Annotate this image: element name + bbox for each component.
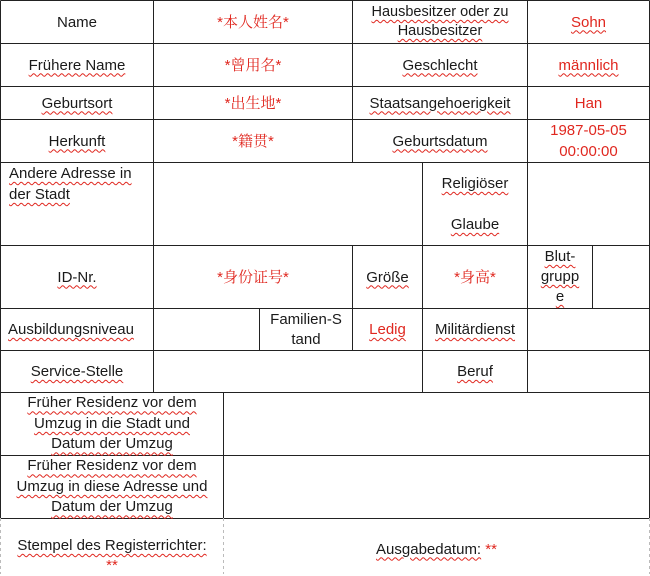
value-geburtsort [154, 87, 352, 119]
label-religioeser-glaube [423, 163, 527, 245]
value-geburtsdatum-date: 1987-05-05 [550, 122, 627, 139]
value-service-stelle [154, 351, 422, 392]
label-familienstand-line2: tand [291, 330, 321, 348]
label-frueher-residenz-stadt-line2: Umzug in die Stadt und [34, 414, 190, 432]
label-geburtsdatum-text: Geburtsdatum [392, 132, 488, 150]
label-frueher-residenz-adresse-line2: Umzug in diese Adresse und [16, 477, 208, 495]
label-fruehere-name [1, 44, 153, 86]
value-geschlecht-text: männlich [558, 56, 619, 74]
value-geburtsdatum [528, 120, 649, 162]
label-id-nr-text: ID-Nr. [57, 268, 97, 286]
label-frueher-residenz-stadt [1, 393, 223, 455]
label-fruehere-name-text: Frühere Name [28, 56, 126, 74]
value-id-nr-text: *身份证号* [217, 268, 289, 286]
value-andere-adresse [154, 163, 422, 245]
value-frueher-residenz-adresse [224, 456, 649, 518]
value-name-text: *本人姓名* [217, 13, 289, 31]
label-andere-adresse-line1: Andere Adresse in [9, 165, 132, 182]
value-militaerdienst [528, 309, 649, 350]
stamp-value: ** [106, 557, 118, 574]
value-religioeser-glaube [528, 163, 649, 245]
label-ausbildungsniveau-text: Ausbildungsniveau [8, 321, 134, 338]
label-geschlecht-text: Geschlecht [402, 56, 478, 74]
value-geburtsdatum-time: 00:00:00 [559, 143, 618, 160]
label-staatsangehoerigkeit [353, 87, 527, 119]
value-hausbesitzer [528, 1, 649, 43]
label-id-nr [1, 246, 153, 308]
label-frueher-residenz-adresse-line1: Früher Residenz vor dem [27, 457, 197, 475]
label-religioeser-line2: Glaube [450, 216, 500, 233]
label-geburtsort [1, 87, 153, 119]
label-groesse [353, 246, 422, 308]
value-groesse-text: *身高* [454, 268, 496, 286]
value-id-nr [154, 246, 352, 308]
value-geburtsort-text: *出生地* [224, 94, 282, 112]
value-herkunft [154, 120, 352, 162]
value-herkunft-text: *籍贯* [232, 132, 274, 150]
label-name [1, 1, 153, 43]
value-ausbildungsniveau [154, 309, 259, 350]
value-fruehere-name [154, 44, 352, 86]
label-blutgruppe-line3: e [555, 288, 565, 305]
value-hausbesitzer-text: Sohn [570, 13, 607, 31]
value-familienstand-text: Ledig [369, 321, 406, 338]
issue-date-value: ** [485, 540, 497, 558]
label-name-text: Name [56, 13, 97, 31]
label-hausbesitzer [353, 1, 527, 43]
label-herkunft-text: Herkunft [48, 132, 106, 150]
value-name [154, 1, 352, 43]
label-militaerdienst [423, 309, 527, 350]
value-geschlecht [528, 44, 649, 86]
value-beruf [528, 351, 649, 392]
value-groesse [423, 246, 527, 308]
label-service-stelle-text: Service-Stelle [30, 363, 124, 380]
value-familienstand [353, 309, 422, 350]
value-fruehere-name-text: *曾用名* [224, 56, 282, 74]
label-service-stelle [1, 351, 153, 392]
label-geburtsdatum [353, 120, 527, 162]
label-familienstand [260, 309, 352, 350]
label-blutgruppe-line2: grupp [540, 268, 580, 285]
label-frueher-residenz-stadt-line1: Früher Residenz vor dem [27, 394, 197, 412]
label-herkunft [1, 120, 153, 162]
value-staatsangehoerigkeit-text: Han [574, 94, 603, 112]
label-frueher-residenz-adresse-line3: Datum der Umzug [51, 498, 173, 516]
stamp-label: Stempel des Registerrichter: [17, 537, 207, 554]
label-staatsangehoerigkeit-text: Staatsangehoerigkeit [369, 94, 511, 112]
label-hausbesitzer-text: Hausbesitzer oder zu Hausbesitzer [371, 4, 509, 39]
label-religioeser-line1: Religiöser [441, 175, 509, 192]
label-familienstand-line1: Familien-S [270, 310, 342, 328]
label-blutgruppe-line1: Blut- [544, 248, 576, 265]
label-frueher-residenz-adresse [1, 456, 223, 518]
label-geschlecht [353, 44, 527, 86]
label-blutgruppe [528, 246, 592, 308]
value-frueher-residenz-stadt [224, 393, 649, 455]
issue-date-block [224, 538, 649, 560]
label-beruf [423, 351, 527, 392]
value-blutgruppe [593, 246, 649, 308]
issue-date-label: Ausgabedatum: [376, 540, 482, 558]
label-geburtsort-text: Geburtsort [41, 94, 113, 112]
value-staatsangehoerigkeit [528, 87, 649, 119]
label-andere-adresse-line2: der Stadt [9, 186, 70, 203]
label-beruf-text: Beruf [457, 363, 493, 380]
label-ausbildungsniveau [1, 309, 153, 350]
label-groesse-text: Größe [366, 268, 409, 286]
stamp-block [1, 536, 223, 574]
label-frueher-residenz-stadt-line3: Datum der Umzug [51, 435, 173, 453]
label-andere-adresse [1, 163, 153, 245]
label-militaerdienst-text: Militärdienst [434, 321, 516, 338]
